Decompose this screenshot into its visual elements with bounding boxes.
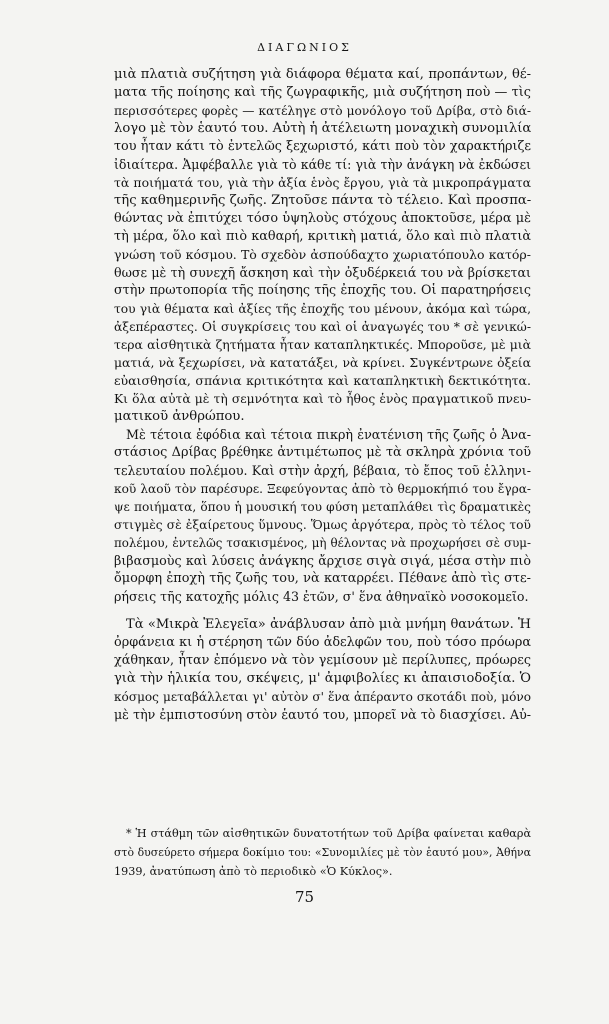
text-line: ματιά, νὰ ξεχωρίσει, νὰ κατατάξει, νὰ κρίνει. Συγκέντρωνε ὀξεία xyxy=(114,355,531,370)
text-line: χάθηκαν, ἦταν ἐπόμενο νὰ τὸν γεμίσουν μὲ περίλυπες, πρόωρες xyxy=(114,653,531,668)
text-line: στὴν πρωτοπορία τῆς ποίησης τῆς ἐποχῆς του. Οἱ παρατηρήσεις xyxy=(114,283,531,298)
text-line: θώντας νὰ ἐπιτύχει τόσο ὑψηλοὺς στόχους ἀποκτοῦσε, μέρα μὲ xyxy=(114,211,531,226)
text-line: ὄμορφη ἐποχὴ τῆς ζωῆς του, νὰ καταρρέει. Πέθανε ἀπὸ τὶς στε- xyxy=(114,571,531,586)
text-line: μιὰ πλατιὰ συζήτηση γιὰ διάφορα θέματα καί, προπάντων, θέ- xyxy=(114,67,531,82)
footnote-line: * Ἡ στάθμη τῶν αἰσθητικῶν δυνατοτήτων τοῦ Δρίβα φαίνεται καθαρὰ xyxy=(126,827,531,840)
text-line: Μὲ τέτοια ἐφόδια καὶ τέτοια πικρὴ ἐνατένιση τῆς ζωῆς ὁ Ἀνα- xyxy=(126,427,531,442)
paragraph-gap xyxy=(114,606,531,616)
text-line: του γιὰ θέματα καὶ ἀξίες τῆς ἐποχῆς του μένουν, ἀκόμα καὶ τώρα, xyxy=(114,302,531,316)
footnote xyxy=(114,824,531,881)
text-line: βιβασμοὺς καὶ λύσεις ἀνάγκης ἄρχισε σιγὰ σιγά, μέσα στὴν πιὸ xyxy=(114,553,531,568)
text-line: κοῦ λαοῦ τὸν παρέσυρε. Ξεφεύγοντας ἀπὸ τὸ θερμοκήπιό του ἔγρα- xyxy=(114,482,531,496)
text-line: ἀξεπέραστες. Οἱ συγκρίσεις του καὶ οἱ ἀναγωγές του * σὲ γενικώ- xyxy=(114,320,531,334)
text-line: μὲ τὴν ἐμπιστοσύνη στὸν ἑαυτό του, μπορεῖ νὰ τὸ διασχίσει. Αὐ- xyxy=(114,707,531,722)
text-line: λογο μὲ τὸν ἑαυτό του. Αὐτὴ ἡ ἀτέλειωτη μοναχικὴ συνομιλία xyxy=(114,121,532,136)
text-line: γιὰ τὴν ἡλικία του, σκέψεις, μ' ἀμφιβολίες κι ἀπαισιοδοξία. Ὁ xyxy=(114,671,531,686)
text-line: στάσιος Δρίβας βρέθηκε ἀντιμέτωπος μὲ τὰ σκληρὰ χρόνια τοῦ xyxy=(114,445,531,460)
text-line: στιγμὲς σὲ ἐξαίρετους ὕμνους. Ὅμως ἀργότερα, πρὸς τὸ τέλος τοῦ xyxy=(114,518,531,532)
text-line: Κι ὅλα αὐτὰ μὲ τὴ σεμνότητα καὶ τὸ ἦθος ἑνὸς πραγματικοῦ πνευ- xyxy=(114,392,531,406)
text-line: ματικοῦ ἀνθρώπου. xyxy=(114,409,245,424)
running-head: ΔΙΑΓΩΝΙΟΣ xyxy=(257,41,352,54)
text-line: τὴ μέρα, ὅλο καὶ πιὸ καθαρή, κριτικὴ ματιά, ὅλο καὶ πιὸ πλατιὰ xyxy=(114,229,531,244)
footnote-line: στὸ δυσεύρετο σήμερα δοκίμιο του: «Συνομιλίες μὲ τὸν ἑαυτό μου», Ἀθήνα xyxy=(114,846,531,859)
text-line: πολέμου, ἐντελῶς τσακισμένος, μὴ θέλοντας νὰ προχωρήσει σὲ συμ- xyxy=(114,536,531,550)
text-line: γνώση τοῦ κόσμου. Τὸ σχεδὸν ἀσπούδαχτο χωριατόπουλο κατόρ- xyxy=(114,247,531,262)
text-line: τελευταίου πολέμου. Καὶ στὴν ἀρχή, βέβαια, τὸ ἔπος τοῦ ἑλληνι- xyxy=(114,463,531,478)
paragraph xyxy=(114,66,531,426)
text-line: ψε ποιήματα, ὅπου ἡ μουσική του φύση μεταπλάθει τὶς δραματικὲς xyxy=(114,500,531,514)
text-line: περισσότερες φορὲς — κατέληγε στὸ μονόλογο τοῦ Δρίβα, στὸ διά- xyxy=(114,104,531,118)
text-line: τῆς καθημερινῆς ζωῆς. Ζητοῦσε πάντα τὸ τέλειο. Καὶ προσπα- xyxy=(114,193,532,208)
page-number: 75 xyxy=(294,888,315,906)
text-line: του ἦταν κάτι τὸ ἐντελῶς ξεχωριστό, κάτι ποὺ τὸν χαρακτήριζε xyxy=(114,139,531,154)
text-line: τερα αἰσθητικὰ ζητήματα ἦταν καταπληκτικές. Μποροῦσε, μὲ μιὰ xyxy=(114,337,531,352)
text-line: εὐαισθησία, σπάνια κριτικότητα καὶ καταπληκτικὴ δεκτικότητα. xyxy=(114,373,531,388)
paragraph xyxy=(114,426,531,606)
footnote-line: 1939, ἀνατύπωση ἀπὸ τὸ περιοδικὸ «Ὁ Κύκλος». xyxy=(114,865,393,878)
text-line: Τὰ «Μικρὰ Ἐλεγεῖα» ἀνάβλυσαν ἀπὸ μιὰ μνήμη θανάτων. Ἡ xyxy=(126,617,531,632)
text-line: θωσε μὲ τὴ συνεχῆ ἄσκηση καὶ τὴν ὀξυδέρκειά του νὰ βρίσκεται xyxy=(114,265,531,280)
body-text xyxy=(114,66,531,724)
text-line: ἰδιαίτερα. Ἀμφέβαλλε γιὰ τὸ κάθε τί: γιὰ τὴν ἀνάγκη νὰ ἐκδώσει xyxy=(114,157,531,172)
paragraph xyxy=(114,616,531,724)
text-line: κόσμος μεταβάλλεται γι' αὐτὸν σ' ἕνα ἀπέραντο σκοτάδι ποὺ, μόνο xyxy=(114,690,531,704)
text-line: ὀρφάνεια κι ἡ στέρηση τῶν δύο ἀδελφῶν του, ποὺ τόσο πρόωρα xyxy=(114,635,531,650)
text-line: ματα τῆς ποίησης καὶ τῆς ζωγραφικῆς, μιὰ συζήτηση ποὺ — τὶς xyxy=(114,85,531,100)
text-line: τὰ ποιήματά του, γιὰ τὴν ἀξία ἑνὸς ἔργου, γιὰ τὰ μικροπράγματα xyxy=(114,175,531,190)
text-line: ρήσεις τῆς κατοχῆς μόλις 43 ἐτῶν, σ' ἕνα ἀθηναϊκὸ νοσοκομεῖο. xyxy=(114,589,529,604)
